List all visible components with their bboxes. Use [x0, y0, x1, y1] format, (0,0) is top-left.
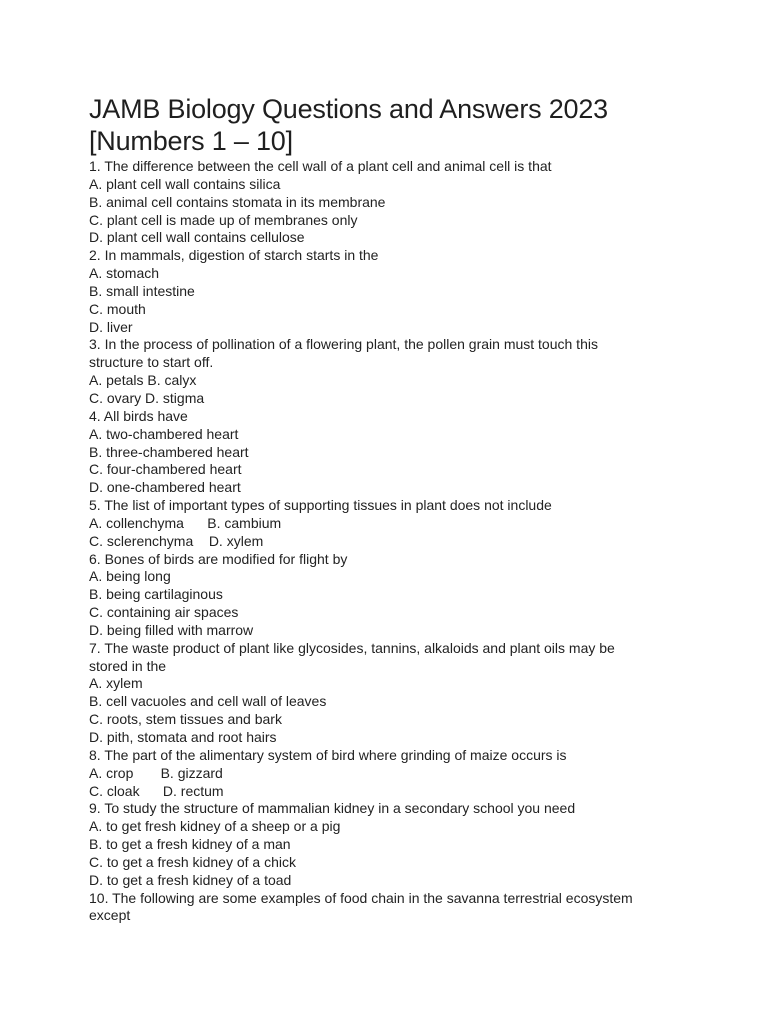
text-line: 5. The list of important types of supporting tissues in plant does not include [89, 497, 552, 514]
text-line: C. mouth [89, 300, 146, 317]
text-line: B. being cartilaginous [89, 586, 223, 603]
text-line: 4. All birds have [89, 407, 188, 424]
text-line: A. xylem [89, 675, 143, 692]
text-line: stored in the [89, 657, 167, 674]
text-line: C. sclerenchyma D. xylem [89, 532, 264, 549]
text-line: B. cell vacuoles and cell wall of leaves [89, 693, 327, 710]
text-line: A. collenchyma B. cambium [89, 514, 282, 531]
text-line: A. crop B. gizzard [89, 764, 223, 781]
text-line: 6. Bones of birds are modified for flight by [89, 550, 348, 567]
text-line: C. plant cell is made up of membranes only [89, 211, 358, 228]
text-line: A. to get fresh kidney of a sheep or a pig [89, 818, 341, 835]
text-line: A. two-chambered heart [89, 425, 239, 442]
text-line: C. ovary D. stigma [89, 389, 205, 406]
text-line: D. one-chambered heart [89, 479, 241, 496]
text-line: A. stomach [89, 265, 160, 282]
text-line: 9. To study the structure of mammalian kidney in a secondary school you need [89, 800, 576, 817]
text-line: 8. The part of the alimentary system of bird where grinding of maize occurs is [89, 746, 567, 763]
text-line: C. to get a fresh kidney of a chick [89, 853, 296, 870]
text-line: 1. The difference between the cell wall of a plant cell and animal cell is that [89, 158, 552, 174]
text-line: D. pith, stomata and root hairs [89, 729, 277, 745]
text-line: D. being filled with marrow [89, 621, 254, 638]
text-line: C. roots, stem tissues and bark [89, 711, 282, 728]
text-line: 7. The waste product of plant like glycosides, tannins, alkaloids and plant oils may be [89, 639, 615, 656]
text-line: C. four-chambered heart [89, 461, 242, 478]
text-line: structure to start off. [89, 354, 214, 371]
text-line: D. liver [89, 318, 133, 335]
text-line: C. cloak D. rectum [89, 782, 224, 799]
text-line: 10. The following are some examples of food chain in the savanna terrestrial ecosystem [89, 889, 633, 906]
text-line: D. plant cell wall contains cellulose [89, 229, 305, 246]
text-line: C. containing air spaces [89, 604, 239, 621]
text-line: 2. In mammals, digestion of starch starts in the [89, 247, 379, 264]
text-line: B. small intestine [89, 282, 195, 299]
text-line: A. plant cell wall contains silica [89, 175, 281, 192]
text-line: B. three-chambered heart [89, 443, 249, 460]
text-line: D. to get a fresh kidney of a toad [89, 871, 292, 888]
text-line: A. petals B. calyx [89, 372, 197, 389]
text-line: 3. In the process of pollination of a flowering plant, the pollen grain must touch this [89, 336, 598, 353]
text-line: except [89, 907, 131, 924]
text-line: B. animal cell contains stomata in its membrane [89, 193, 386, 210]
title-line-1: JAMB Biology Questions and Answers 2023 [89, 94, 608, 124]
title-line-2: [Numbers 1 – 10] [89, 126, 293, 156]
document-title [89, 93, 729, 157]
document-content [89, 93, 729, 925]
question-list [89, 158, 729, 925]
text-line: B. to get a fresh kidney of a man [89, 836, 291, 853]
text-line: A. being long [89, 568, 171, 585]
